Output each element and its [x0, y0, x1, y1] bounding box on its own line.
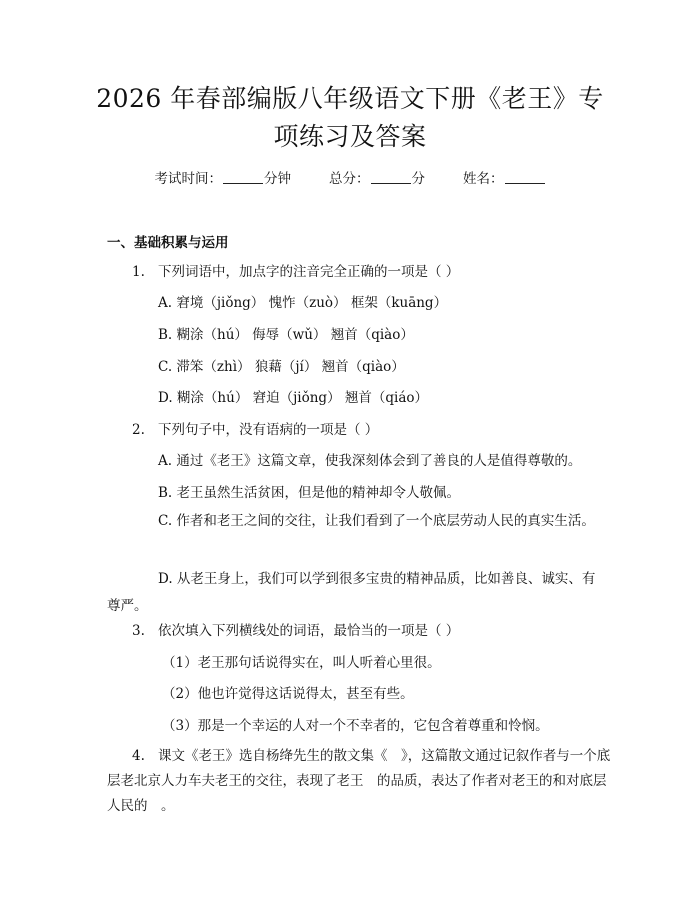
question-4 [107, 744, 617, 819]
question-2 [132, 420, 378, 440]
q2-option-d [107, 566, 607, 620]
name-label: 姓名： [463, 171, 504, 187]
time-unit: 分钟 [264, 171, 291, 187]
question-3 [132, 621, 459, 641]
question-number: 4. [132, 748, 145, 764]
question-number: 3. [132, 623, 145, 639]
section-heading: 一、基础积累与运用 [107, 235, 229, 251]
title-line-2: 项练习及答案 [273, 122, 427, 151]
question-text: 课文《老王》选自杨绛先生的散文集《 》，这篇散文通过记叙作者与一个底层老北京人力车夫老王的交往，表现了老王 的品质，表达了作者对老王的和对底层人民的 。 [107, 748, 611, 814]
total-score [329, 167, 425, 187]
time-blank [223, 170, 263, 184]
option-text: D. 从老王身上，我们可以学到很多宝贵的精神品质，比如善良、诚实、有尊严。 [107, 571, 596, 614]
page-title [60, 80, 640, 156]
q3-item-3: （3）那是一个幸运的人对一个不幸者的，它包含着尊重和怜悯。 [162, 718, 549, 734]
q1-option-c: C. 滞笨（zhì） 狼藉（jí） 翘首（qiào） [158, 359, 405, 375]
score-unit: 分 [411, 171, 425, 187]
q2-option-c [107, 508, 607, 535]
exam-time [155, 167, 292, 187]
name-blank [505, 170, 545, 184]
q1-option-d: D. 糊涂（hú） 窘迫（jiǒng） 翘首（qiáo） [158, 390, 428, 406]
question-text: 下列词语中，加点字的注音完全正确的一项是（ ） [158, 264, 460, 280]
option-text: C. 作者和老王之间的交往，让我们看到了一个底层劳动人民的真实生活。 [158, 513, 595, 529]
title-line-1: 2026 年春部编版八年级语文下册《老王》专 [96, 84, 604, 113]
q3-item-2: （2）他也许觉得这话说得太，甚至有些。 [162, 686, 414, 702]
score-label: 总分： [329, 171, 370, 187]
exam-info-bar [0, 167, 700, 187]
q2-option-b: B. 老王虽然生活贫困，但是他的精神却令人敬佩。 [158, 485, 461, 501]
q3-item-1: （1）老王那句话说得实在，叫人听着心里很。 [162, 655, 441, 671]
time-label: 考试时间： [154, 171, 222, 187]
q1-option-a: A. 窘境（jiǒng） 愧怍（zuò） 框架（kuāng） [158, 295, 448, 311]
question-number: 1. [132, 264, 145, 280]
question-text: 依次填入下列横线处的词语，最恰当的一项是（ ） [158, 623, 460, 639]
question-text: 下列句子中，没有语病的一项是（ ） [158, 422, 379, 438]
student-name [463, 167, 546, 187]
q1-option-b: B. 糊涂（hú） 侮辱（wǔ） 翘首（qiào） [158, 327, 414, 343]
question-number: 2. [132, 422, 145, 438]
q2-option-a: A. 通过《老王》这篇文章，使我深刻体会到了善良的人是值得尊敬的。 [158, 453, 582, 469]
question-1 [132, 262, 459, 282]
score-blank [371, 170, 411, 184]
